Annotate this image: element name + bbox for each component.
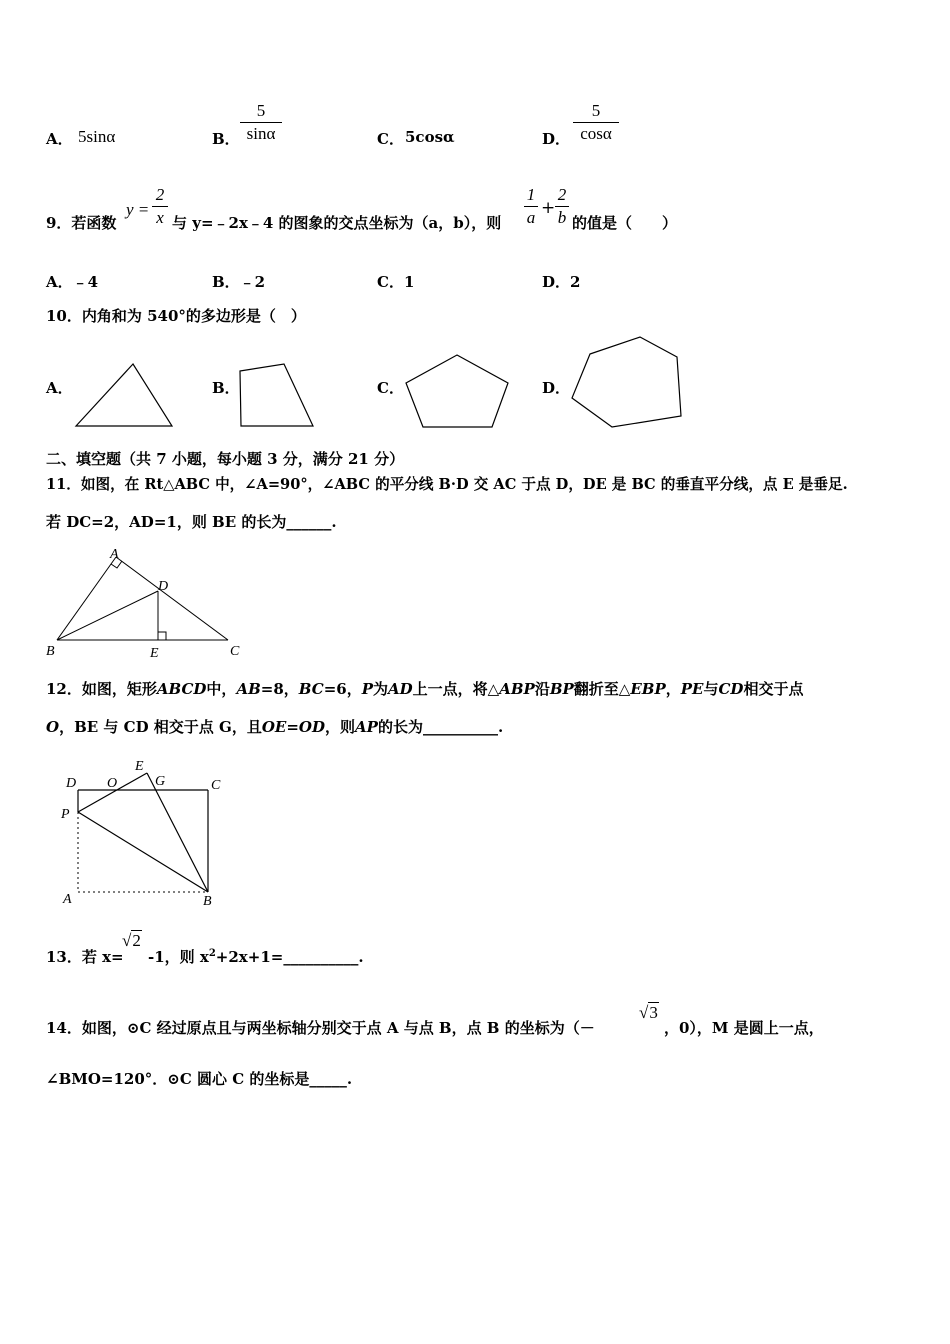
label-c: C <box>211 778 221 793</box>
label-e: E <box>135 759 144 774</box>
q10-option-a-label: A． <box>46 379 73 397</box>
q13-text <box>148 946 364 967</box>
q8-option-c-value: 5cosα <box>405 128 455 146</box>
q10-polygon-figures <box>0 0 950 440</box>
sqrt-sign-icon: √ <box>639 1003 649 1022</box>
label-b: B <box>203 894 212 909</box>
q9-f2-numerator: 2 <box>557 185 567 204</box>
q10-question: 10．内角和为 540°的多边形是（ ） <box>46 307 306 325</box>
q9-f2-denominator: b <box>557 208 567 227</box>
q12-t1: 12．如图，矩形 <box>46 680 157 698</box>
seg-AB <box>57 557 116 640</box>
q12-t9: 为 <box>372 680 388 698</box>
q9-y-equals: y = <box>126 200 150 219</box>
q12-u5: AP <box>355 718 378 736</box>
q12-t15: 翻折至△ <box>573 680 631 698</box>
q8-b-denominator: sinα <box>246 124 276 143</box>
q9-option-c: C．1 <box>377 273 415 291</box>
q12-t14: BP <box>549 680 574 698</box>
q9-numerator: 2 <box>155 185 165 204</box>
q12-line-1 <box>46 678 803 699</box>
label-c: C <box>230 644 240 659</box>
q12-u3: OE=OD <box>261 718 325 736</box>
q13-radicand: 2 <box>132 931 141 950</box>
q9-tail-text: 的值是（ ） <box>572 214 678 232</box>
label-d: D <box>66 776 77 791</box>
q14-line-1-start: 14．如图，⊙C 经过原点且与两坐标轴分别交于点 A 与点 B，点 B 的坐标为（－ <box>46 1019 595 1037</box>
q9-denominator: x <box>156 208 164 227</box>
q13-prefix: 13．若 x= <box>46 948 124 966</box>
q12-t13: 沿 <box>534 680 550 698</box>
q8-option-d-label: D． <box>542 130 571 148</box>
q13-superscript: 2 <box>208 948 216 959</box>
q12-t20: CD <box>718 680 744 698</box>
q12-t19: 与 <box>703 680 719 698</box>
q13-tail: +2x+1=__________. <box>215 948 364 966</box>
q10-option-b-label: B． <box>212 379 240 397</box>
q13-sqrt <box>122 931 142 951</box>
q12-line-2 <box>46 716 503 737</box>
q9-middle-text: 与 y=﹣2x﹣4 的图象的交点坐标为（a，b），则 <box>172 214 502 232</box>
q9-option-b: B．﹣2 <box>212 273 266 291</box>
q12-t18: PE <box>680 680 704 698</box>
q12-t2: ABCD <box>156 680 207 698</box>
q12-t3: 中， <box>206 680 237 698</box>
q8-d-denominator: cosα <box>580 124 612 143</box>
q9-option-a: A．﹣4 <box>46 273 99 291</box>
seg-AC <box>116 557 228 640</box>
q12-u4: ，则 <box>325 718 356 736</box>
q8-option-a-label: A． <box>46 130 73 148</box>
q12-t8: P <box>361 680 373 698</box>
q14-radicand: 3 <box>649 1003 658 1022</box>
pentagon-shape <box>406 355 508 427</box>
label-b: B <box>46 644 55 659</box>
q9-plus: + <box>541 198 556 218</box>
hexagon-shape <box>572 337 681 427</box>
q12-t11: 上一点，将△ <box>412 680 500 698</box>
q12-t21: 相交于点 <box>743 680 804 698</box>
quadrilateral-shape <box>240 364 313 426</box>
q12-t16: EBP <box>630 680 666 698</box>
seg-PB <box>78 812 208 892</box>
q9-number: 9．若函数 <box>46 214 117 232</box>
q9-option-d: D．2 <box>542 273 581 291</box>
q14-line-2: ∠BMO=120°．⊙C 圆心 C 的坐标是_____. <box>46 1070 353 1088</box>
q12-u2: ，BE 与 CD 相交于点 G，且 <box>59 718 262 736</box>
label-d: D <box>158 579 169 594</box>
section-2-title: 二、填空题（共 7 小题，每小题 3 分，满分 21 分） <box>46 450 405 468</box>
q8-option-c-label: C． <box>377 130 404 148</box>
triangle-shape <box>76 364 172 426</box>
q8-option-b-label: B． <box>212 130 240 148</box>
q8-option-a-value: 5sinα <box>78 127 116 146</box>
label-a: A <box>110 547 119 562</box>
q12-t10: AD <box>388 680 413 698</box>
label-a: A <box>63 892 72 907</box>
q10-option-d-label: D． <box>542 379 571 397</box>
q13-mid: -1，则 x <box>148 948 209 966</box>
q12-t6: BC <box>298 680 324 698</box>
label-g: G <box>155 774 166 789</box>
q11-line-1: 11．如图，在 Rt△ABC 中，∠A=90°，∠ABC 的平分线 B·D 交 AC 于点 D，DE 是 BC 的垂直平分线，点 E 是垂足. <box>46 476 848 493</box>
q12-t17: ， <box>665 680 681 698</box>
q9-f1-denominator: a <box>526 208 536 227</box>
q12-t7: =6， <box>323 680 362 698</box>
q10-option-c-label: C． <box>377 379 404 397</box>
q12-t12: ABP <box>499 680 535 698</box>
q8-b-numerator: 5 <box>256 101 266 120</box>
q9-f1-numerator: 1 <box>526 185 536 204</box>
label-e: E <box>150 646 159 660</box>
right-angle-mark-e <box>158 632 166 640</box>
sqrt-sign-icon: √ <box>122 931 132 950</box>
q12-figure <box>55 755 235 910</box>
q12-u6: 的长为__________. <box>377 718 504 736</box>
q11-line-2: 若 DC=2，AD=1，则 BE 的长为______. <box>46 513 337 531</box>
q12-u1: O <box>46 718 60 736</box>
q11-figure <box>40 545 250 660</box>
seg-BD <box>57 591 158 640</box>
seg-EB <box>147 773 208 892</box>
label-o: O <box>107 776 118 791</box>
q14-line-1-end: ，0），M 是圆上一点， <box>664 1019 824 1037</box>
q12-t4: AB <box>236 680 261 698</box>
q14-sqrt <box>639 1003 659 1023</box>
label-p: P <box>61 807 70 822</box>
q8-d-numerator: 5 <box>591 101 601 120</box>
q12-t5: =8， <box>260 680 299 698</box>
